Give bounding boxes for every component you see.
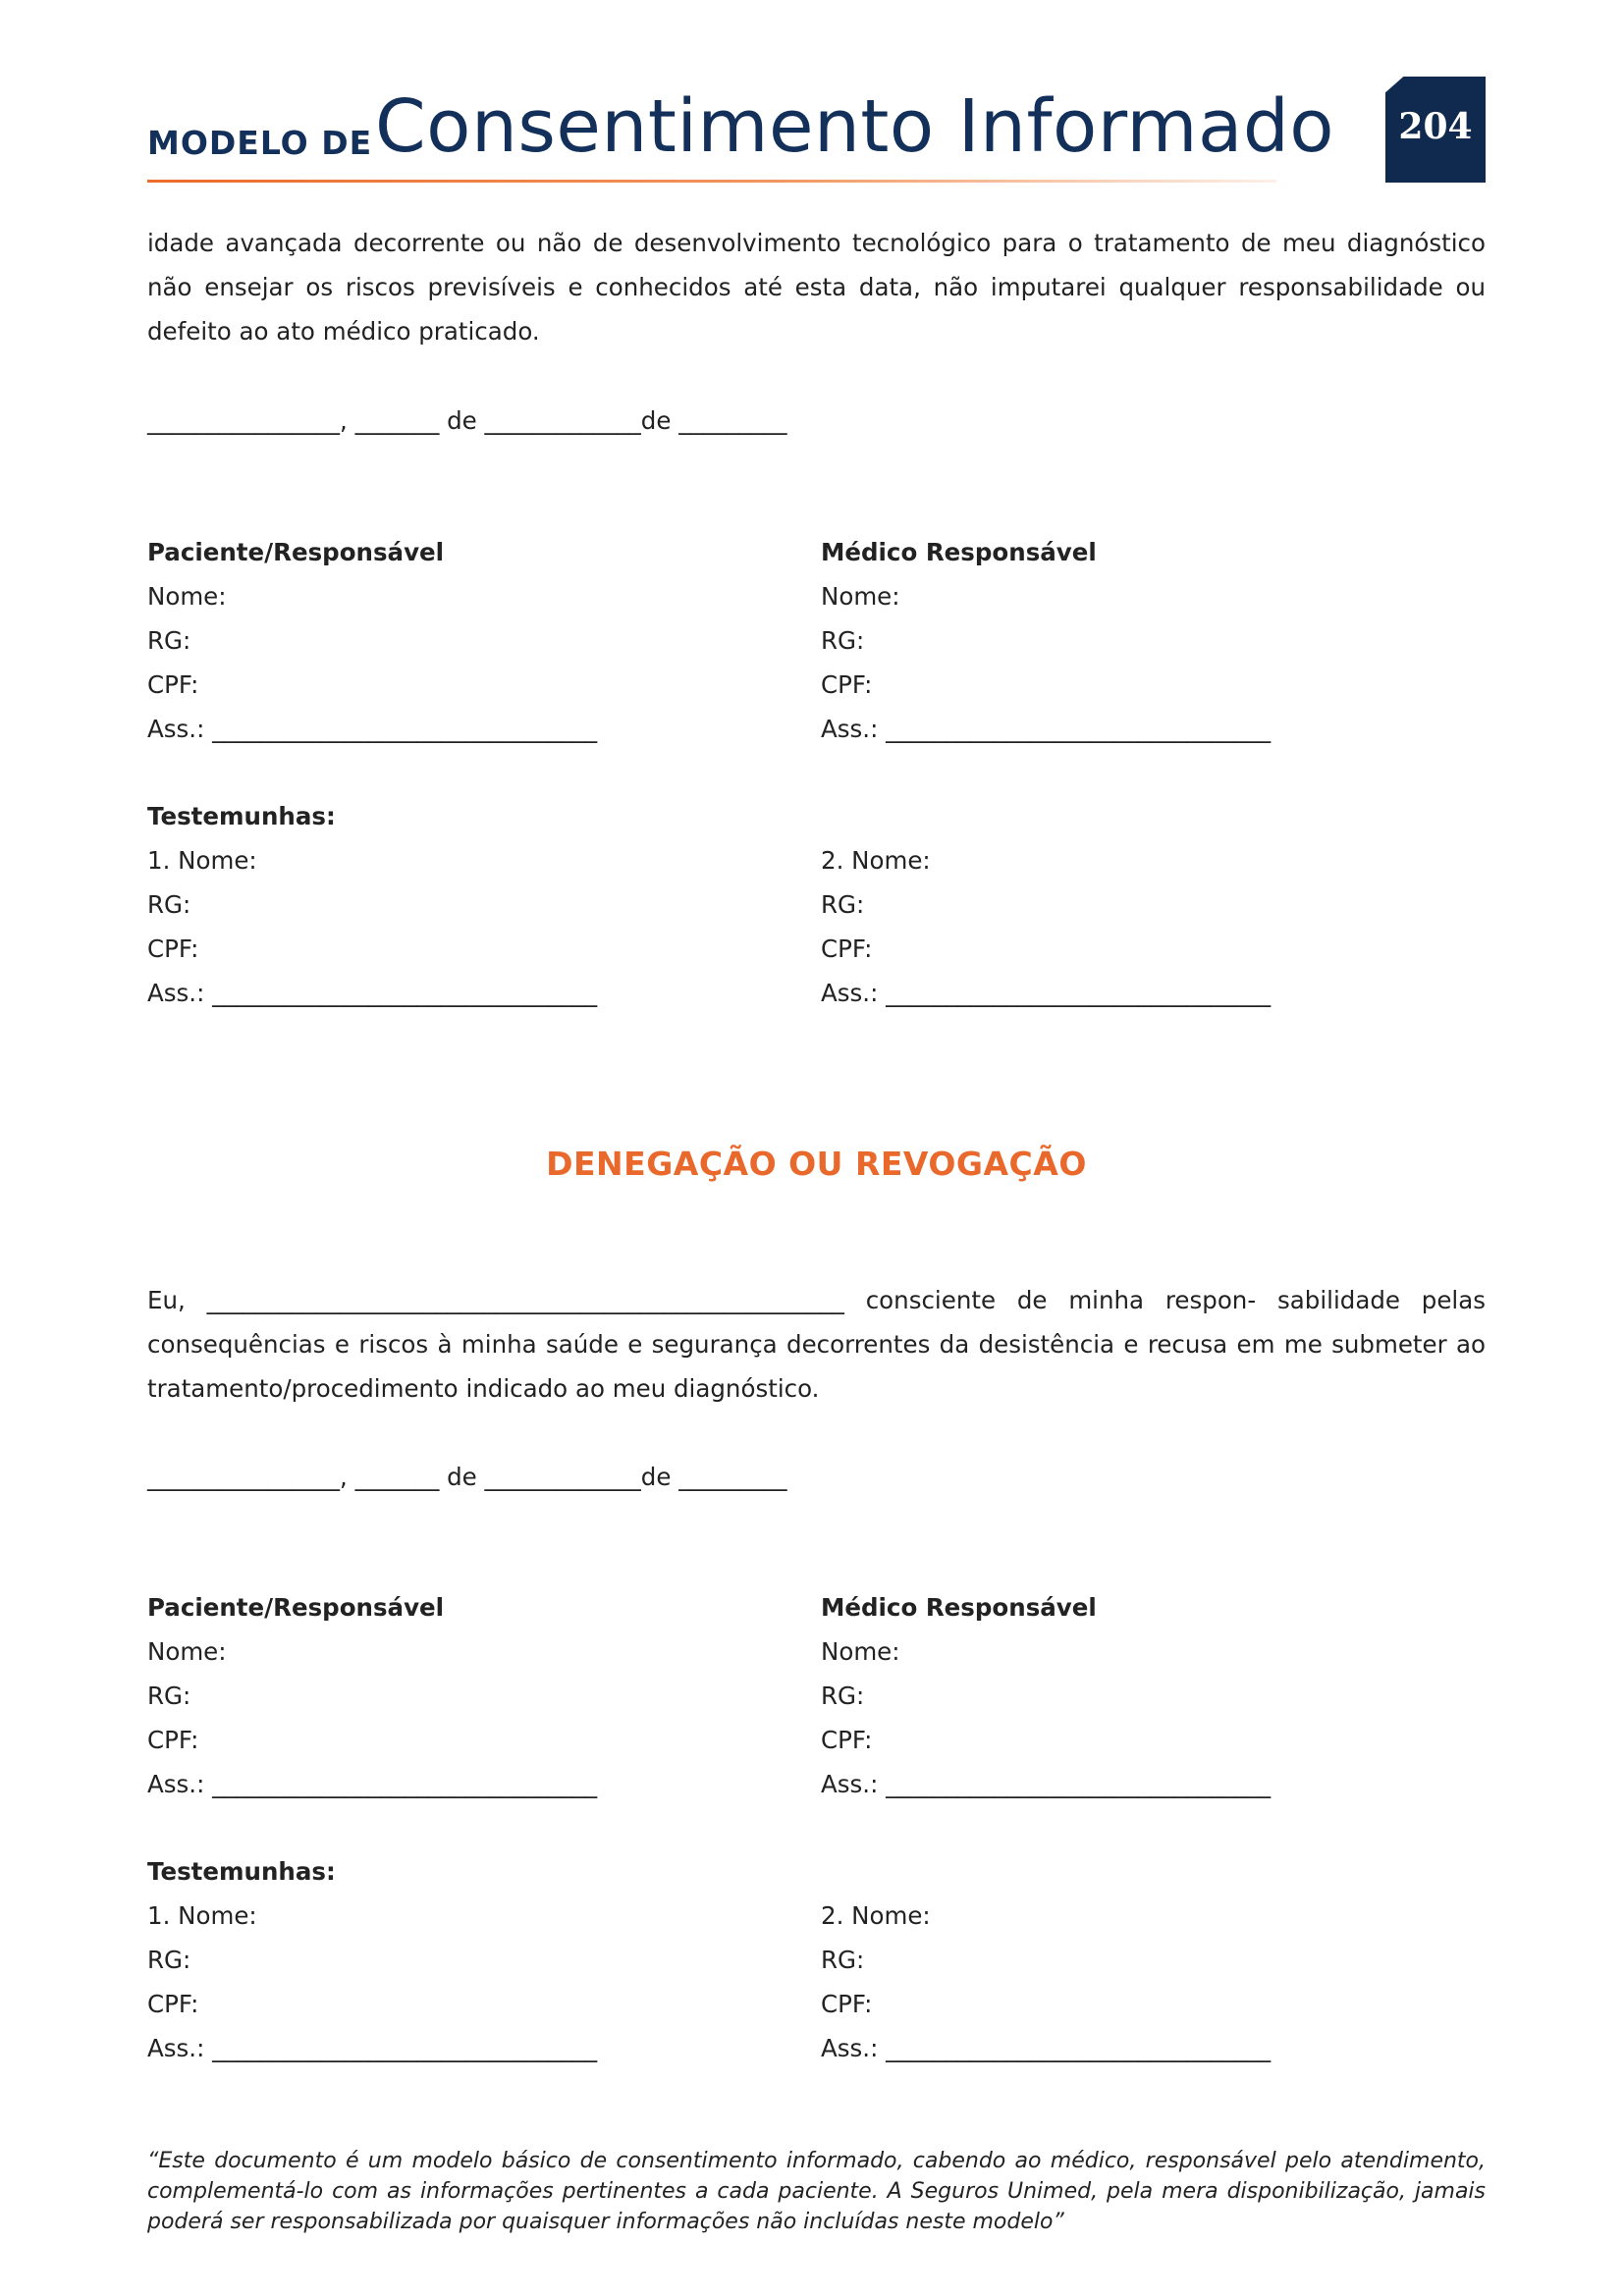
revocation-paragraph: Eu, _____________________________________________________ consciente de minha respon- sabilidade pelas consequências e riscos à minha saúde e segurança decorrentes da desistência e recusa em me submeter ao tratamento/procedimento indicado ao meu diagnóstico. bbox=[147, 1286, 1486, 1403]
witness2-signature-line: Ass.: ________________________________ bbox=[821, 979, 1272, 1007]
witness2-rg-label: RG: bbox=[821, 890, 865, 919]
doctor-cpf-label: CPF: bbox=[821, 670, 873, 699]
witness1-cpf-label-revocation: CPF: bbox=[147, 1990, 199, 2018]
witness2-name-label: 2. Nome: bbox=[821, 846, 931, 875]
patient-heading: Paciente/Responsável bbox=[147, 538, 445, 566]
doctor-rg-label: RG: bbox=[821, 626, 865, 655]
page-title: Consentimento Informado bbox=[375, 84, 1335, 169]
witness1-signature-line: Ass.: ________________________________ bbox=[147, 979, 598, 1007]
doctor-heading-revocation: Médico Responsável bbox=[821, 1593, 1097, 1622]
patient-rg-label-revocation: RG: bbox=[147, 1682, 191, 1710]
doctor-name-label: Nome: bbox=[821, 582, 900, 611]
intro-paragraph: idade avançada decorrente ou não de desenvolvimento tecnológico para o tratamento de meu diagnóstico não ensejar os riscos previsíveis e conhecidos até esta data, não imputarei qualquer responsabilidade ou defeito ao ato médico praticado. bbox=[147, 229, 1486, 346]
date-line: ________________, _______ de _____________de _________ bbox=[147, 406, 787, 435]
date-line-revocation: ________________, _______ de _____________de _________ bbox=[147, 1463, 787, 1491]
witness2-cpf-label-revocation: CPF: bbox=[821, 1990, 873, 2018]
patient-name-label: Nome: bbox=[147, 582, 227, 611]
doctor-name-label-revocation: Nome: bbox=[821, 1637, 900, 1666]
patient-signature-line-revocation: Ass.: ________________________________ bbox=[147, 1770, 598, 1798]
witnesses-heading: Testemunhas: bbox=[147, 802, 336, 830]
witnesses-heading-revocation: Testemunhas: bbox=[147, 1857, 336, 1886]
patient-cpf-label-revocation: CPF: bbox=[147, 1726, 199, 1754]
footnote-disclaimer: “Este documento é um modelo básico de consentimento informado, cabendo ao médico, responsável pelo atendimento, complementá-lo com as informações pertinentes a cada paciente. A Seguros Unimed, pela mera disponibilização, jamais poderá ser responsabilizada por quaisquer informações não incluídas neste modelo” bbox=[147, 2149, 1486, 2234]
header-prefix: MODELO DE bbox=[147, 124, 373, 162]
section-title: DENEGAÇÃO OU REVOGAÇÃO bbox=[546, 1145, 1087, 1183]
witness2-rg-label-revocation: RG: bbox=[821, 1946, 865, 1974]
witness1-signature-line-revocation: Ass.: ________________________________ bbox=[147, 2034, 598, 2062]
witness1-name-label-revocation: 1. Nome: bbox=[147, 1901, 257, 1930]
patient-heading-revocation: Paciente/Responsável bbox=[147, 1593, 445, 1622]
page-number: 204 bbox=[1398, 106, 1473, 147]
witness1-cpf-label: CPF: bbox=[147, 934, 199, 963]
doctor-cpf-label-revocation: CPF: bbox=[821, 1726, 873, 1754]
witness1-name-label: 1. Nome: bbox=[147, 846, 257, 875]
witness1-rg-label-revocation: RG: bbox=[147, 1946, 191, 1974]
patient-cpf-label: CPF: bbox=[147, 670, 199, 699]
doctor-rg-label-revocation: RG: bbox=[821, 1682, 865, 1710]
witness2-signature-line-revocation: Ass.: ________________________________ bbox=[821, 2034, 1272, 2062]
doctor-heading: Médico Responsável bbox=[821, 538, 1097, 566]
patient-name-label-revocation: Nome: bbox=[147, 1637, 227, 1666]
witness1-rg-label: RG: bbox=[147, 890, 191, 919]
patient-rg-label: RG: bbox=[147, 626, 191, 655]
doctor-signature-line: Ass.: ________________________________ bbox=[821, 715, 1272, 743]
patient-signature-line: Ass.: ________________________________ bbox=[147, 715, 598, 743]
doctor-signature-line-revocation: Ass.: ________________________________ bbox=[821, 1770, 1272, 1798]
witness2-name-label-revocation: 2. Nome: bbox=[821, 1901, 931, 1930]
header-divider bbox=[147, 180, 1276, 183]
witness2-cpf-label: CPF: bbox=[821, 934, 873, 963]
